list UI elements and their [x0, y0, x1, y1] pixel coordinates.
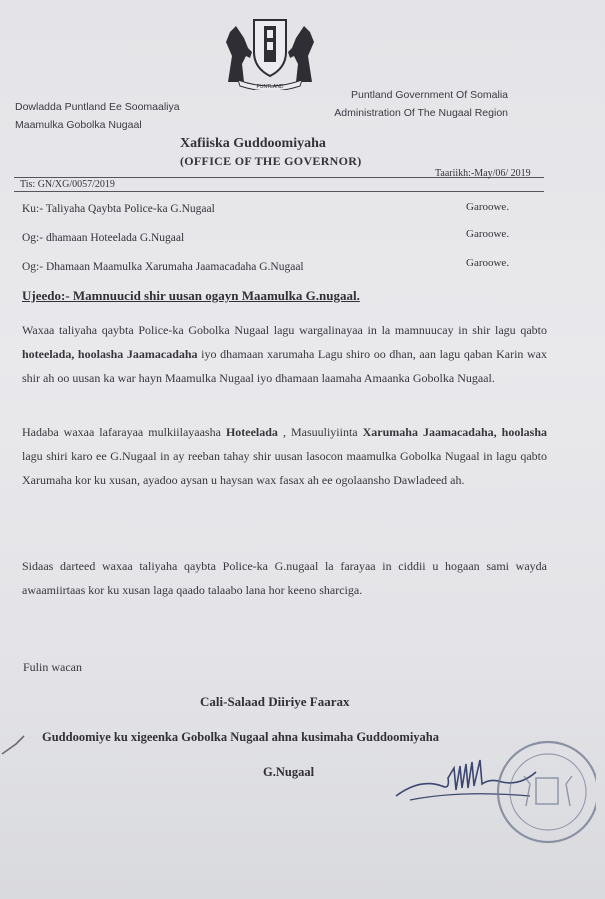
pen-mark: [0, 728, 30, 758]
header-right-line-1: Puntland Government Of Somalia: [351, 89, 508, 101]
header-right-line-2: Administration Of The Nugaal Region: [334, 107, 508, 119]
addressee-1: Ku:- Taliyaha Qaybta Police-ka G.Nugaal: [22, 203, 215, 215]
header-right-block: [318, 86, 508, 122]
addressee-3-city: Garoowe.: [466, 257, 510, 269]
signatory-region: G.Nugaal: [263, 765, 315, 779]
letter-subject: Ujeedo:- Mamnuucid shir uusan ogayn Maamulka G.nugaal.: [22, 288, 360, 303]
addressee-3: Og:- Dhamaan Maamulka Xarumaha Jaamacadaha G.Nugaal: [22, 261, 304, 273]
paragraph-1: [22, 318, 547, 390]
reference-bottom-rule: [14, 191, 544, 192]
paragraph-3: [22, 554, 547, 602]
signatory-title: Guddoomiye ku xigeenka Gobolka Nugaal ahna kusimaha Guddoomiyaha: [42, 730, 439, 744]
reference-number: Tis: GN/XG/0057/2019: [20, 179, 115, 190]
svg-text:PUNTLAND: PUNTLAND: [256, 84, 284, 90]
addressee-2: Og:- dhamaan Hoteelada G.Nugaal: [22, 232, 185, 244]
letter-date: Taariikh:-May/06/ 2019: [435, 168, 531, 179]
text-run: hoteelada, hoolasha Jaamacadaha: [22, 347, 198, 361]
text-run: Waxaa taliyaha qaybta Police-ka Gobolka Nugaal lagu wargalinayaa in la mamnuucay in shir lagu qabto: [22, 323, 547, 337]
office-title: Xafiiska Guddoomiyaha: [180, 136, 326, 151]
header-left-block: [15, 98, 180, 134]
text-run: Xarumaha Jaamacadaha, hoolasha: [362, 425, 548, 439]
text-run: iyo dhamaan xarumaha Lagu shiro oo dhan, aan lagu qaban Karin wax shir ah oo uusan ka war hayn Maamulka Nugaal iyo dhamaan laamaha Amaanka Gobolka Nugaal.: [22, 347, 547, 385]
text-run: lagu shiri karo ee G.Nugaal in ay reeban tahay shir uusan lasocon maamulka Gobolka Nugaal in lagu qabto Xarumaha kor ku xusan, ayadoo aysan u haysan wax fasax ah ee ogolaansho Dawladeed ah.: [22, 449, 547, 487]
text-run: Hadaba waxaa lafarayaa mulkiilayaasha: [22, 425, 226, 439]
text-run: Sidaas darteed waxaa taliyaha qaybta Police-ka G.nugaal la farayaa in ciddii u hogaan sami wayda awaamiirtaas kor ku xusan laga qaado talaabo lana hor keeno sharciga.: [22, 559, 547, 597]
header-left-line-1: Dowladda Puntland Ee Soomaaliya: [15, 101, 180, 113]
puntland-coat-of-arms: [214, 12, 326, 90]
paragraph-2: [22, 420, 547, 492]
official-stamp: [486, 726, 596, 856]
text-run: Hoteelada: [225, 425, 278, 439]
text-run: , Masuuliyiinta: [277, 425, 363, 439]
closing-phrase: Fulin wacan: [23, 660, 82, 674]
office-subtitle: (OFFICE OF THE GOVERNOR): [180, 154, 362, 168]
addressee-1-city: Garoowe.: [466, 201, 510, 213]
header-left-line-2: Maamulka Gobolka Nugaal: [15, 119, 142, 131]
signatory-name: Cali-Salaad Diiriye Faarax: [200, 694, 350, 709]
addressee-2-city: Garoowe.: [466, 228, 510, 240]
